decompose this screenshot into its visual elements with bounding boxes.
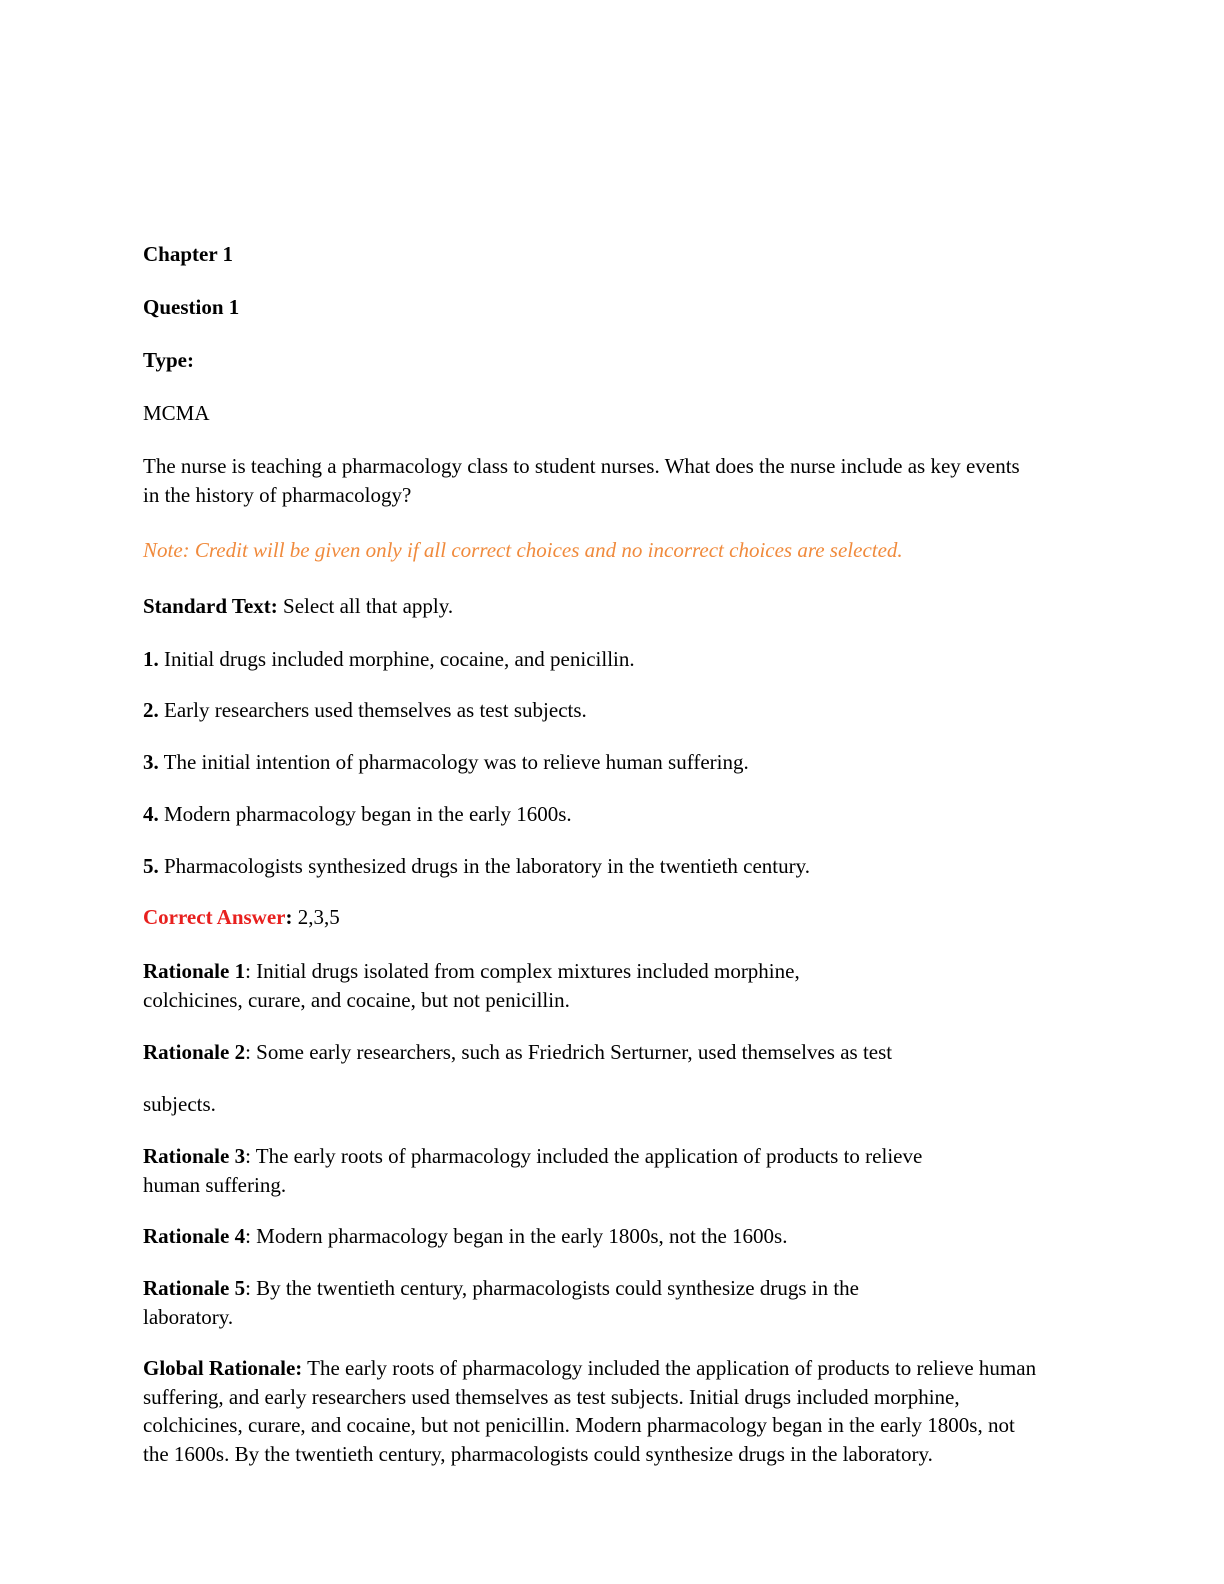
rationale-1-cont: colchicines, curare, and cocaine, but not penicillin. xyxy=(143,988,570,1012)
option-number: 5. xyxy=(143,854,159,878)
option-text: Modern pharmacology began in the early 1600s. xyxy=(158,802,572,826)
rationale-3-cont: human suffering. xyxy=(143,1173,287,1197)
option-5 xyxy=(143,852,810,880)
correct-answer-colon: : xyxy=(285,905,293,929)
rationale-text: : The early roots of pharmacology included the application of products to relieve xyxy=(245,1144,923,1168)
rationale-label: Rationale 5 xyxy=(143,1276,246,1300)
chapter-heading: Chapter 1 xyxy=(143,242,234,266)
rationale-label: Rationale 1 xyxy=(143,959,246,983)
rationale-label: Rationale 3 xyxy=(143,1144,246,1168)
option-number: 3. xyxy=(143,750,159,774)
rationale-4 xyxy=(143,1222,787,1250)
option-text: Initial drugs included morphine, cocaine, and penicillin. xyxy=(158,647,635,671)
type-value: MCMA xyxy=(143,401,210,425)
rationale-label: Rationale 4 xyxy=(143,1224,246,1248)
option-number: 2. xyxy=(143,698,159,722)
correct-answer xyxy=(143,903,340,931)
rationale-2 xyxy=(143,1038,892,1066)
rationale-2-cont: subjects. xyxy=(143,1092,216,1116)
question-heading: Question 1 xyxy=(143,295,240,319)
option-1 xyxy=(143,645,635,673)
rationale-text: : Modern pharmacology began in the early 1800s, not the 1600s. xyxy=(245,1224,788,1248)
option-3 xyxy=(143,748,749,776)
standard-text-label: Standard Text: xyxy=(143,594,278,618)
option-text: Early researchers used themselves as test subjects. xyxy=(158,698,587,722)
option-text: The initial intention of pharmacology was to relieve human suffering. xyxy=(158,750,749,774)
rationale-5-cont: laboratory. xyxy=(143,1305,234,1329)
standard-text-value: Select all that apply. xyxy=(277,594,454,618)
rationale-text: : By the twentieth century, pharmacologists could synthesize drugs in the xyxy=(245,1276,859,1300)
option-number: 1. xyxy=(143,647,159,671)
credit-note: Note: Credit will be given only if all correct choices and no incorrect choices are selected. xyxy=(143,538,903,562)
rationale-3 xyxy=(143,1142,922,1170)
option-4 xyxy=(143,800,572,828)
rationale-text: : Some early researchers, such as Friedrich Serturner, used themselves as test xyxy=(245,1040,893,1064)
option-2 xyxy=(143,696,587,724)
global-rationale-label: Global Rationale: xyxy=(143,1356,303,1380)
question-text: The nurse is teaching a pharmacology class to student nurses. What does the nurse include as key events in the history of pharmacology? xyxy=(143,454,1020,507)
option-text: Pharmacologists synthesized drugs in the laboratory in the twentieth century. xyxy=(158,854,810,878)
standard-text xyxy=(143,592,453,620)
rationale-5 xyxy=(143,1274,859,1302)
rationale-text: : Initial drugs isolated from complex mixtures included morphine, xyxy=(245,959,800,983)
rationale-label: Rationale 2 xyxy=(143,1040,246,1064)
correct-answer-value: 2,3,5 xyxy=(292,905,340,929)
correct-answer-label: Correct Answer xyxy=(143,905,286,929)
global-rationale xyxy=(143,1354,1043,1468)
rationale-1 xyxy=(143,957,800,985)
option-number: 4. xyxy=(143,802,159,826)
type-label: Type: xyxy=(143,348,194,372)
global-rationale-text: The early roots of pharmacology included the application of products to relieve human suffering, and early researchers used themselves as test subjects. Initial drugs included morphine, colchicines, curare, and cocaine, but not penicillin. Modern pharmacology began in the early 1800s, not the 1600s. By the twentieth century, pharmacologists could synthesize drugs in the laboratory. xyxy=(143,1356,1037,1466)
